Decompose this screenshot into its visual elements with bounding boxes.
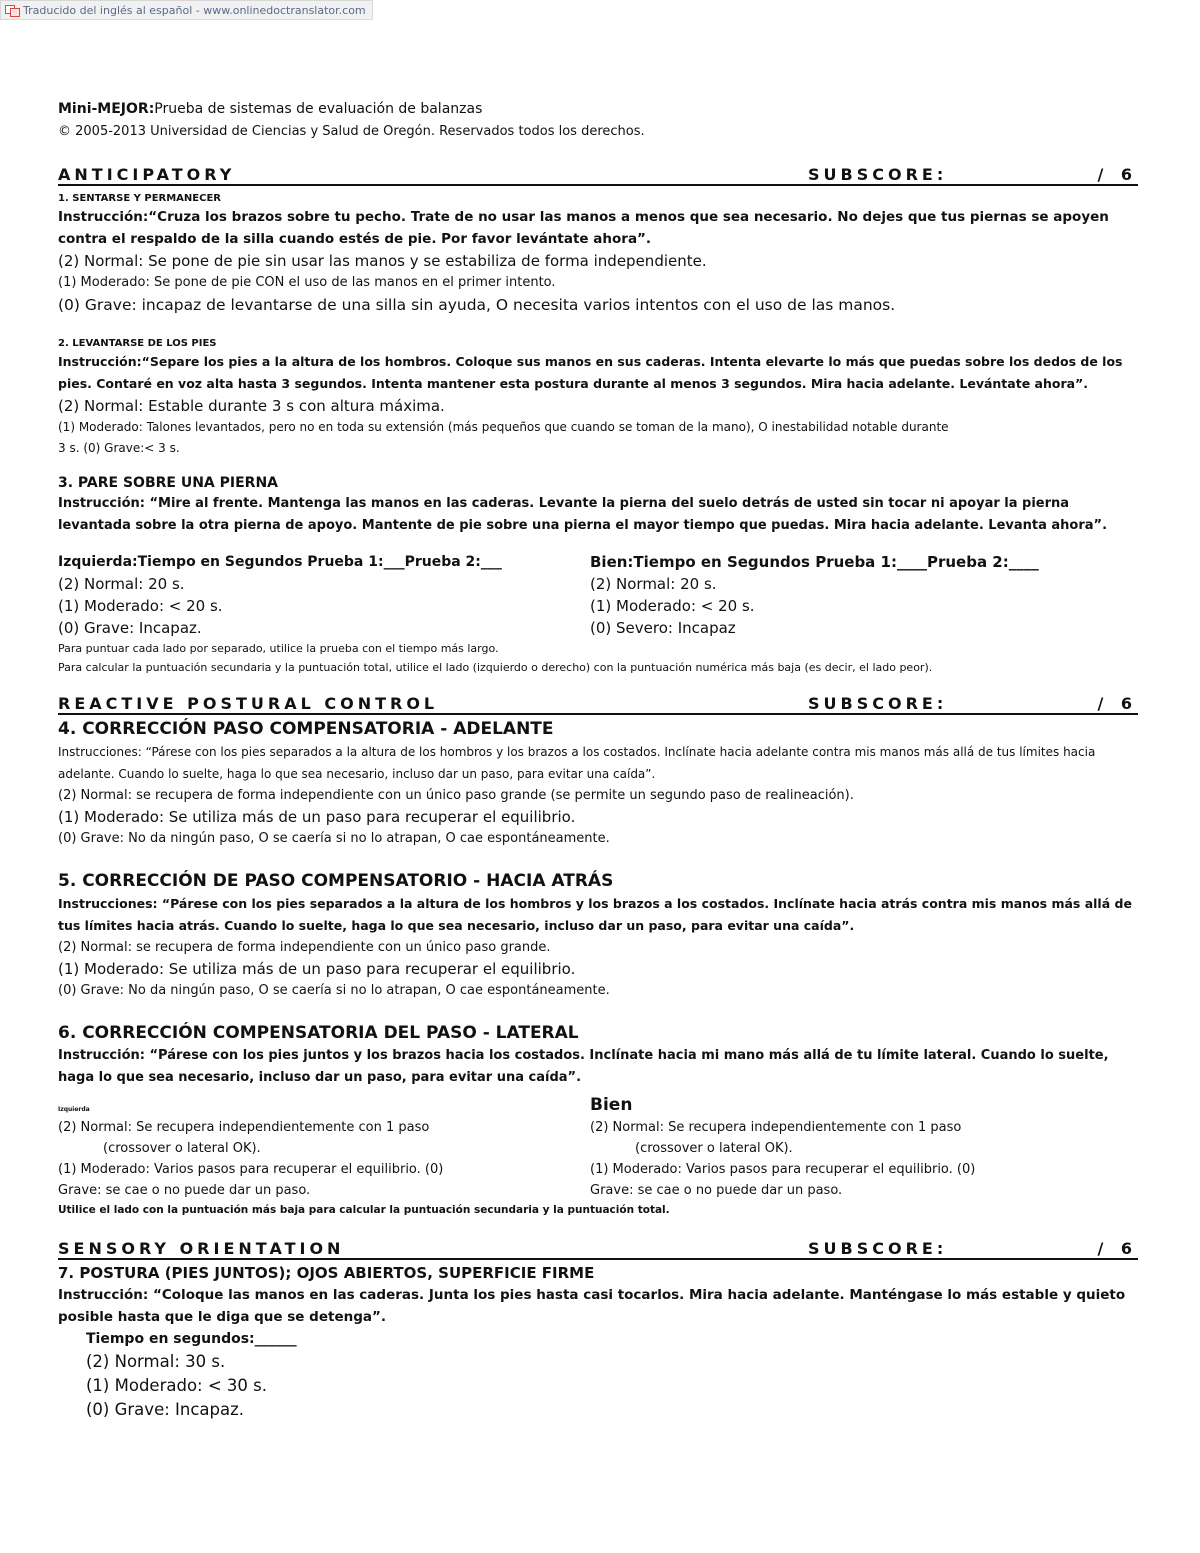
two-column-scoring [58,1089,1138,1201]
right-column [590,1089,1138,1201]
subscore-value: / 6 [1097,165,1138,184]
banner-text[interactable]: Traducido del inglés al español - www.onlinedoctranslator.com [23,3,366,17]
item-title: 2. LEVANTARSE DE LOS PIES [58,338,217,349]
option-normal: (2) Normal: se recupera de forma independiente con un único paso grande (se permite un segundo paso de realineación). [58,788,854,803]
document-page [58,96,1138,1422]
item-instruction: Instrucción:“Cruza los brazos sobre tu pecho. Trate de no usar las manos a menos que sea necesario. No dejes que tus piernas se apoyen contra el respaldo de la silla cuando estés de pie. Por favor levántate ahora”. [58,209,1109,247]
translation-banner[interactable] [0,0,373,20]
option-moderate: (1) Moderado: Talones levantados, pero no en toda su extensión (más pequeños que cuando se toman de la mano), O inestabilidad notable durante [58,420,949,434]
document-title [58,96,1138,122]
option-normal: (2) Normal: 30 s. [86,1352,226,1371]
item-title: 5. CORRECCIÓN DE PASO COMPENSATORIO - HACIA ATRÁS [58,871,614,891]
scoring-note: Para calcular la puntuación secundaria y la puntuación total, utilice el lado (izquierdo o derecho) con la puntuación numérica más baja (es decir, el lado peor). [58,661,933,674]
option-moderate: (1) Moderado: Se utiliza más de un paso para recuperar el equilibrio. [58,808,576,826]
item-title: 1. SENTARSE Y PERMANECER [58,193,221,204]
section-header-sensory [58,1234,1138,1260]
option-normal: (2) Normal: Se recupera independientemente con 1 paso [58,1120,430,1135]
option-normal: (2) Normal: 20 s. [58,575,185,593]
option-severe: Grave: se cae o no puede dar un paso. [590,1183,843,1198]
left-time-label: Izquierda:Tiempo en Segundos Prueba 1:___Prueba 2:___ [58,554,502,570]
subscore-value: / 6 [1097,1239,1138,1258]
time-label: Tiempo en segundos:______ [86,1331,297,1347]
right-time-label: Bien:Tiempo en Segundos Prueba 1:____Prueba 2:____ [590,553,1039,571]
option-moderate: (1) Moderado: < 20 s. [58,597,223,615]
item-title: 3. PARE SOBRE UNA PIERNA [58,475,278,491]
option-normal: (2) Normal: Estable durante 3 s con altura máxima. [58,397,445,415]
option-moderate: (1) Moderado: < 30 s. [86,1376,267,1395]
scoring-note: Utilice el lado con la puntuación más baja para calcular la puntuación secundaria y la puntuación total. [58,1204,670,1216]
item-instruction: Instrucción: “Coloque las manos en las caderas. Junta los pies hasta casi tocarlos. Mira hacia adelante. Manténgase lo más estable y quieto posible hasta que le diga que se detenga”. [58,1287,1126,1325]
section-name: ANTICIPATORY [58,165,236,184]
section-name: SENSORY ORIENTATION [58,1239,345,1258]
copyright: © 2005-2013 Universidad de Ciencias y Salud de Oregón. Reservados todos los derechos. [58,124,645,139]
section-header-reactive [58,689,1138,715]
title-bold: Mini-MEJOR: [58,101,155,117]
option-moderate: (1) Moderado: Varios pasos para recuperar el equilibrio. (0) [58,1162,444,1177]
option-severe: (0) Severo: Incapaz [590,619,736,637]
right-label: Bien [590,1095,633,1115]
option-severe: Grave: se cae o no puede dar un paso. [58,1183,311,1198]
left-column [58,1089,590,1201]
option-normal-detail: (crossover o lateral OK). [635,1141,793,1156]
option-severe: (0) Grave: No da ningún paso, O se caería si no lo atrapan, O cae espontáneamente. [58,983,610,998]
subscore-label: SUBSCORE: [808,1239,948,1258]
item-instruction: Instrucción:“Separe los pies a la altura de los hombros. Coloque sus manos en sus caderas. Intenta elevarte lo más que puedas sobre los dedos de los pies. Contaré en voz alta hasta 3 segundos. Intenta mantener esta postura durante al menos 3 segundos. Mira hacia adelante. Levántate ahora”. [58,354,1123,391]
item-title: 4. CORRECCIÓN PASO COMPENSATORIA - ADELANTE [58,719,554,739]
option-normal: (2) Normal: Se recupera independientemente con 1 paso [590,1120,962,1135]
subscore-label: SUBSCORE: [808,694,948,713]
item-instruction: Instrucciones: “Párese con los pies separados a la altura de los hombros y los brazos a los costados. Inclínate hacia adelante contra mis manos más allá de tus límites hacia adelante. Cuando lo suelte, haga lo que sea necesario, incluso dar un paso, para evitar una caída”. [58,745,1096,781]
option-moderate: (1) Moderado: Varios pasos para recuperar el equilibrio. (0) [590,1162,976,1177]
option-severe: (0) Grave: No da ningún paso, O se caería si no lo atrapan, O cae espontáneamente. [58,831,610,846]
right-column [590,537,1138,639]
scoring-note: Para puntuar cada lado por separado, utilice la prueba con el tiempo más largo. [58,642,499,655]
left-column [58,537,590,639]
two-column-scoring [58,537,1138,639]
item7-scoring [58,1328,1138,1422]
option-normal: (2) Normal: se recupera de forma independiente con un único paso grande. [58,940,551,955]
option-severe: (0) Grave: incapaz de levantarse de una silla sin ayuda, O necesita varios intentos con el uso de las manos. [58,296,896,314]
option-moderate: (1) Moderado: < 20 s. [590,597,755,615]
option-normal: (2) Normal: 20 s. [590,575,717,593]
item-title: 7. POSTURA (PIES JUNTOS); OJOS ABIERTOS, SUPERFICIE FIRME [58,1264,595,1282]
section-header-anticipatory [58,160,1138,186]
section-name: REACTIVE POSTURAL CONTROL [58,694,439,713]
item-instruction: Instrucciones: “Párese con los pies separados a la altura de los hombros y los brazos a los costados. Inclínate hacia atrás contra mis manos más allá de tus límites hacia atrás. Cuando lo suelte, haga lo que sea necesario, incluso dar un paso, para evitar una caída”. [58,896,1132,933]
option-severe: (0) Grave: Incapaz. [86,1400,245,1419]
subscore-label: SUBSCORE: [808,165,948,184]
translate-icon [5,5,19,16]
title-rest: Prueba de sistemas de evaluación de balanzas [154,101,483,117]
option-moderate: (1) Moderado: Se utiliza más de un paso para recuperar el equilibrio. [58,960,576,978]
item-title: 6. CORRECCIÓN COMPENSATORIA DEL PASO - LATERAL [58,1023,579,1043]
subscore-value: / 6 [1097,694,1138,713]
option-moderate: (1) Moderado: Se pone de pie CON el uso de las manos en el primer intento. [58,275,556,290]
left-label: Izquierda [58,1106,90,1113]
item-instruction: Instrucción: “Mire al frente. Mantenga las manos en las caderas. Levante la pierna del suelo detrás de usted sin tocar ni apoyar la pierna levantada sobre la otra pierna de apoyo. Mantente de pie sobre una pierna el mayor tiempo que puedas. Mira hacia adelante. Levanta ahora”. [58,496,1108,533]
option-normal: (2) Normal: Se pone de pie sin usar las manos y se estabiliza de forma independiente. [58,252,707,270]
option-severe: 3 s. (0) Grave:< 3 s. [58,441,180,455]
option-severe: (0) Grave: Incapaz. [58,619,202,637]
item-instruction: Instrucción: “Párese con los pies juntos y los brazos hacia los costados. Inclínate hacia mi mano más allá de tu límite lateral. Cuando lo suelte, haga lo que sea necesario, incluso dar un paso, para evitar una caída”. [58,1048,1109,1085]
option-normal-detail: (crossover o lateral OK). [103,1141,261,1156]
